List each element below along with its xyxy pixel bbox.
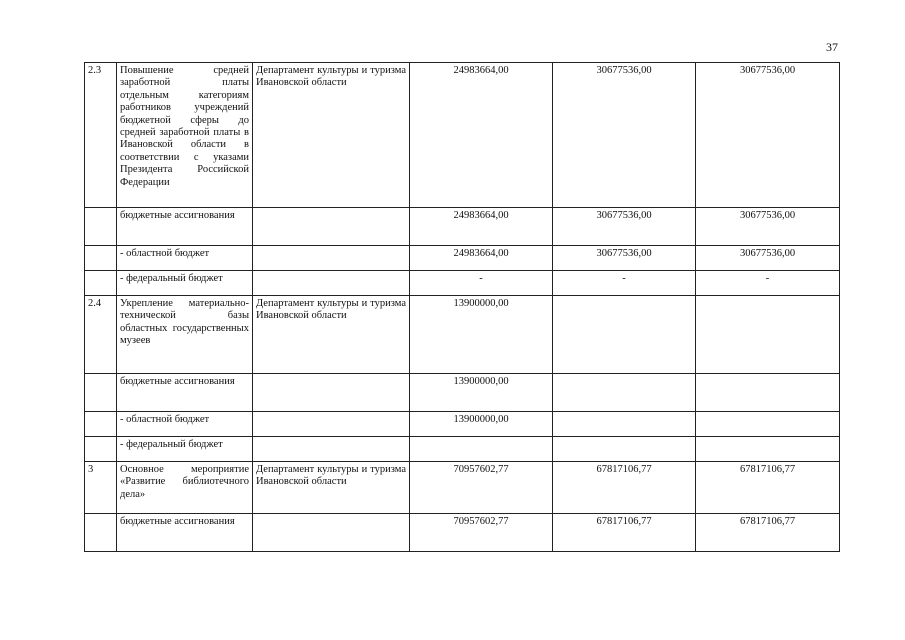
executor: Департамент культуры и туризма Ивановской области <box>253 462 410 514</box>
amount-year-2: 30677536,00 <box>553 208 696 246</box>
amount-year-1: 24983664,00 <box>410 246 553 271</box>
row-number: 2.4 <box>85 296 117 374</box>
amount-year-3: 67817106,77 <box>696 514 840 552</box>
amount-year-1: 24983664,00 <box>410 208 553 246</box>
table-row <box>85 271 840 296</box>
executor <box>253 437 410 462</box>
executor <box>253 271 410 296</box>
table-row <box>85 246 840 271</box>
amount-year-3 <box>696 437 840 462</box>
measure-name: бюджетные ассигнования <box>117 208 253 246</box>
row-number: 3 <box>85 462 117 514</box>
measure-name: бюджетные ассигнования <box>117 374 253 412</box>
amount-year-3: 30677536,00 <box>696 208 840 246</box>
amount-year-3: 30677536,00 <box>696 63 840 208</box>
amount-year-3 <box>696 296 840 374</box>
executor: Департамент культуры и туризма Ивановской области <box>253 63 410 208</box>
table-row <box>85 63 840 208</box>
measure-name: - федеральный бюджет <box>117 271 253 296</box>
amount-year-1: 13900000,00 <box>410 412 553 437</box>
amount-year-1: - <box>410 271 553 296</box>
amount-year-1 <box>410 437 553 462</box>
amount-year-2 <box>553 374 696 412</box>
measure-name: Укрепление материально-технической базы областных государственных музеев <box>117 296 253 374</box>
amount-year-1: 24983664,00 <box>410 63 553 208</box>
page-number: 37 <box>826 40 838 54</box>
amount-year-3 <box>696 412 840 437</box>
row-number: 2.3 <box>85 63 117 208</box>
table-row <box>85 296 840 374</box>
measure-name: Повышение средней заработной платы отдельным категориям работников учреждений бюджетной сферы до средней заработной платы в Ивановской области в соответствии с указами Президента Российской Федерации <box>117 63 253 208</box>
amount-year-2: 67817106,77 <box>553 514 696 552</box>
amount-year-2 <box>553 437 696 462</box>
amount-year-2: 67817106,77 <box>553 462 696 514</box>
amount-year-2: 30677536,00 <box>553 246 696 271</box>
table-row <box>85 208 840 246</box>
executor <box>253 374 410 412</box>
table-row <box>85 412 840 437</box>
amount-year-1: 13900000,00 <box>410 374 553 412</box>
amount-year-2 <box>553 412 696 437</box>
table-row <box>85 437 840 462</box>
amount-year-1: 70957602,77 <box>410 514 553 552</box>
executor <box>253 246 410 271</box>
row-number <box>85 374 117 412</box>
measure-name: - областной бюджет <box>117 412 253 437</box>
measure-name: - федеральный бюджет <box>117 437 253 462</box>
amount-year-3: 30677536,00 <box>696 246 840 271</box>
executor <box>253 208 410 246</box>
row-number <box>85 271 117 296</box>
amount-year-2: - <box>553 271 696 296</box>
executor: Департамент культуры и туризма Ивановской области <box>253 296 410 374</box>
measure-name: - областной бюджет <box>117 246 253 271</box>
measure-name: бюджетные ассигнования <box>117 514 253 552</box>
table-row <box>85 514 840 552</box>
amount-year-2 <box>553 296 696 374</box>
measure-name: Основное мероприятие «Развитие библиотечного дела» <box>117 462 253 514</box>
executor <box>253 514 410 552</box>
row-number <box>85 437 117 462</box>
budget-table <box>84 62 840 552</box>
row-number <box>85 412 117 437</box>
amount-year-2: 30677536,00 <box>553 63 696 208</box>
row-number <box>85 514 117 552</box>
row-number <box>85 208 117 246</box>
amount-year-3: 67817106,77 <box>696 462 840 514</box>
row-number <box>85 246 117 271</box>
amount-year-1: 13900000,00 <box>410 296 553 374</box>
table-row <box>85 374 840 412</box>
amount-year-3: - <box>696 271 840 296</box>
amount-year-1: 70957602,77 <box>410 462 553 514</box>
amount-year-3 <box>696 374 840 412</box>
executor <box>253 412 410 437</box>
table-row <box>85 462 840 514</box>
